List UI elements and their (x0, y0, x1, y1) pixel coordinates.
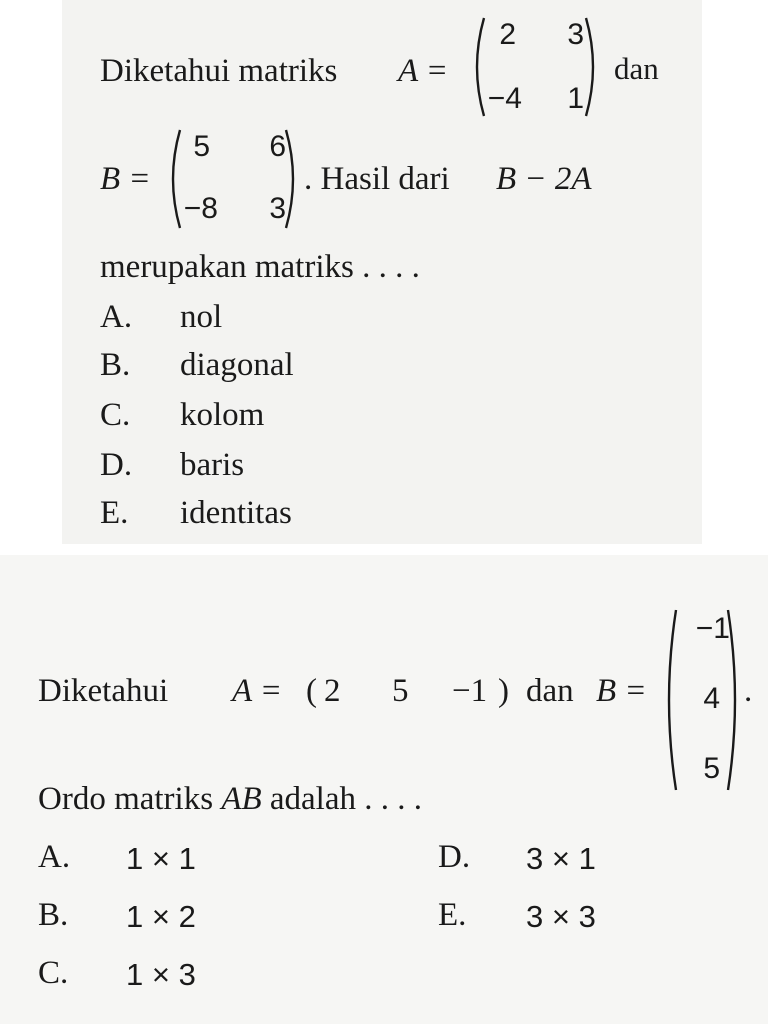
q2-a-3: −1 (452, 673, 488, 709)
q2-question (38, 780, 422, 818)
q1-option-a-text: nol (180, 299, 223, 335)
q2-option-b-letter: B. (38, 897, 69, 933)
q1-intro: Diketahui matriks (100, 53, 338, 89)
q2-question-var: AB (221, 781, 262, 817)
q2-question-pre: Ordo matriks (38, 781, 214, 817)
q2-a-open-paren: ( (306, 673, 317, 709)
q1-expression: B − 2A (496, 161, 592, 197)
q2-after-b: . (744, 673, 753, 709)
q2-option-c-letter: C. (38, 955, 69, 991)
q1-matrix-a (468, 14, 602, 120)
q1-b-11: 5 (193, 130, 210, 163)
q1-option-e-letter: E. (100, 495, 129, 531)
q2-a-2: 5 (392, 673, 409, 709)
q1-a-21: −4 (487, 82, 522, 115)
q2-option-e-letter: E. (438, 897, 467, 933)
q1-matrix-b (164, 126, 302, 232)
q2-option-a-text: 1 × 1 (126, 841, 196, 876)
q1-a-label: A = (398, 53, 449, 89)
q1-b-12: 6 (269, 130, 286, 163)
q2-option-d-text: 3 × 1 (526, 841, 596, 876)
q2-dan: dan (526, 673, 574, 709)
q1-option-c-letter: C. (100, 397, 131, 433)
q1-option-a-letter: A. (100, 299, 133, 335)
q2-option-d-letter: D. (438, 839, 471, 875)
q1-option-d-letter: D. (100, 447, 133, 483)
q2-b-1: −1 (695, 612, 730, 645)
q1-after-b: . Hasil dari (304, 161, 450, 197)
q1-option-c-text: kolom (180, 397, 265, 433)
q2-a-label: A = (232, 673, 283, 709)
q2-option-b-text: 1 × 2 (126, 899, 196, 934)
q1-a-22: 1 (567, 82, 584, 115)
q2-b-label: B = (596, 673, 647, 709)
q1-b-label: B = (100, 161, 151, 197)
q1-b-22: 3 (269, 192, 286, 225)
q1-dan: dan (614, 51, 659, 86)
q1-option-b-text: diagonal (180, 347, 294, 383)
q2-b-3: 5 (703, 752, 720, 785)
q2-question-post: adalah . . . . (269, 781, 422, 817)
q2-intro: Diketahui (38, 673, 169, 709)
q1-b-21: −8 (183, 192, 218, 225)
q1-option-b-letter: B. (100, 347, 131, 383)
q1-line3: merupakan matriks . . . . (100, 249, 420, 285)
q1-option-e-text: identitas (180, 495, 292, 531)
q1-a-11: 2 (499, 18, 516, 51)
q2-a-1: 2 (324, 673, 341, 709)
q1-a-12: 3 (567, 18, 584, 51)
q2-option-c-text: 1 × 3 (126, 957, 196, 992)
q2-b-2: 4 (703, 682, 720, 715)
q1-option-d-text: baris (180, 447, 245, 483)
q2-matrix-b (660, 606, 744, 794)
q2-option-e-text: 3 × 3 (526, 899, 596, 934)
q2-a-close-paren: ) (498, 673, 509, 709)
q2-option-a-letter: A. (38, 839, 71, 875)
